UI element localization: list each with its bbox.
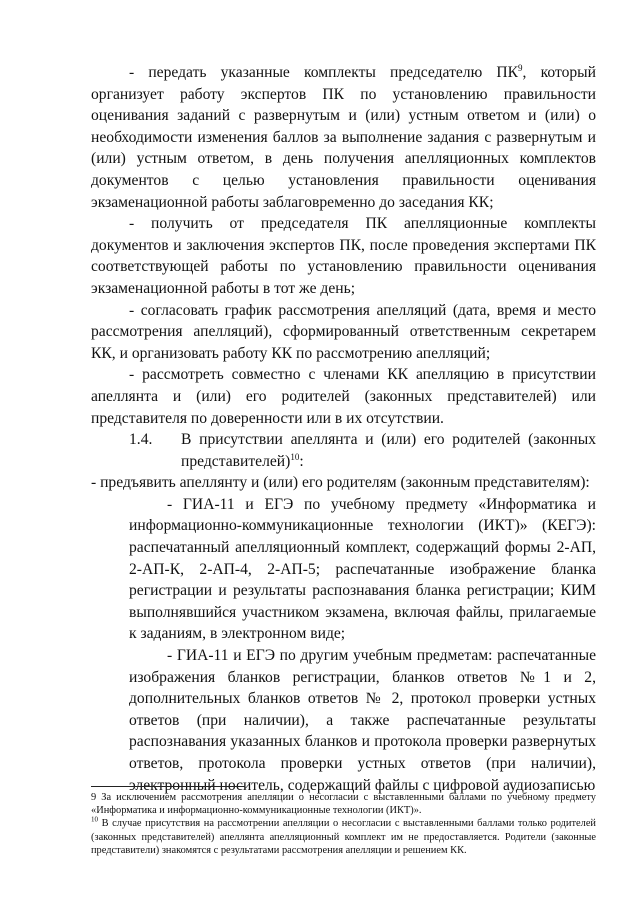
paragraph: - получить от председателя ПК апелляционные комплекты документов и заключения экспертов ПК, после проведения экспертами ПК соответствующей работы по установлению правильности оценивания экзаменационной работы в тот же день; bbox=[91, 215, 596, 297]
paragraph: - согласовать график рассмотрения апелляций (дата, время и место рассмотрения апелляций), сформированный ответственным секретарем КК, и организовать работу КК по рассмотрению апелляций; bbox=[91, 301, 596, 362]
paragraph: - рассмотреть совместно с членами КК апелляцию в присутствии апеллянта и (или) его родителей (законных представителей) или представителя по доверенности или в их отсутствии. bbox=[91, 366, 596, 427]
paragraph: - передать указанные комплекты председателю $ПК^9$, который организует работу экспертов ПК по установлению правильности оценивания заданий с развернутым и (или) устным ответом и (или) о необходимости изменения баллов за выполнение задания с развернутым и (или) устным ответом, в день получения апелляционных комплектов документов с целью установления правильности оценивания экзаменационной работы заблаговременно до заседания КК; bbox=[91, 62, 596, 211]
footnotes bbox=[91, 791, 596, 857]
sub-paragraph: - ГИА-11 и ЕГЭ по другим учебным предметам: распечатанные изображения бланков регистрации, бланков ответов №1 и 2, дополнительных бланков ответов № 2, протокол проверки устных ответов (при наличии), а также распечатанные результаты распознавания указанных бланков и протокола проверки развернутых ответов, протокола проверки устных ответов (при наличии), электронный носитель, содержащий файлы с цифровой аудиозаписью bbox=[129, 647, 596, 794]
section-number: 1.4. bbox=[129, 431, 153, 449]
footnote-mark: 10 bbox=[91, 815, 98, 824]
footnote-mark: 9 bbox=[91, 792, 97, 803]
sub-paragraph: - ГИА-11 и ЕГЭ по учебному предмету «Информатика и информационно-коммуникационные технологии (ИКТ)» (КЕГЭ): распечатанный апелляционный комплект, содержащий формы 2-АП, 2-АП-К, 2-АП-4, 2-АП-5; распечатанные изображение бланка регистрации и результаты распознавания бланка регистрации; КИМ выполнявшийся участником экзамена, включая файлы, прилагаемые к заданиям, в электронном виде; bbox=[129, 495, 596, 643]
paragraph: - предъявить апеллянту и (или) его родителям (законным представителям): bbox=[91, 474, 590, 492]
numbered-paragraph: 1.4. В присутствии апеллянта и (или) его родителей (законных представителей)$^{10}$: bbox=[129, 431, 596, 470]
footnote-ref[interactable]: 10 bbox=[290, 451, 300, 462]
footnote-ref[interactable]: 9 bbox=[518, 62, 523, 73]
footnote: 9 За исключением рассмотрения апелляции о несогласии с выставленными баллами по учебному предмету «Информатика и информационно-коммуникационные технологии (ИКТ)». bbox=[91, 792, 596, 817]
main-text bbox=[91, 62, 596, 796]
footnote: $^{10}$ В случае присутствия на рассмотрении апелляции о несогласии с выставленными баллами только родителей (законных представителей) апеллянта апелляционный комплект им не предоставляется. Родители (законные представители) знакомятся с результатами рассмотрения апелляции и решением КК. bbox=[91, 815, 596, 856]
footnote-divider bbox=[91, 786, 245, 787]
